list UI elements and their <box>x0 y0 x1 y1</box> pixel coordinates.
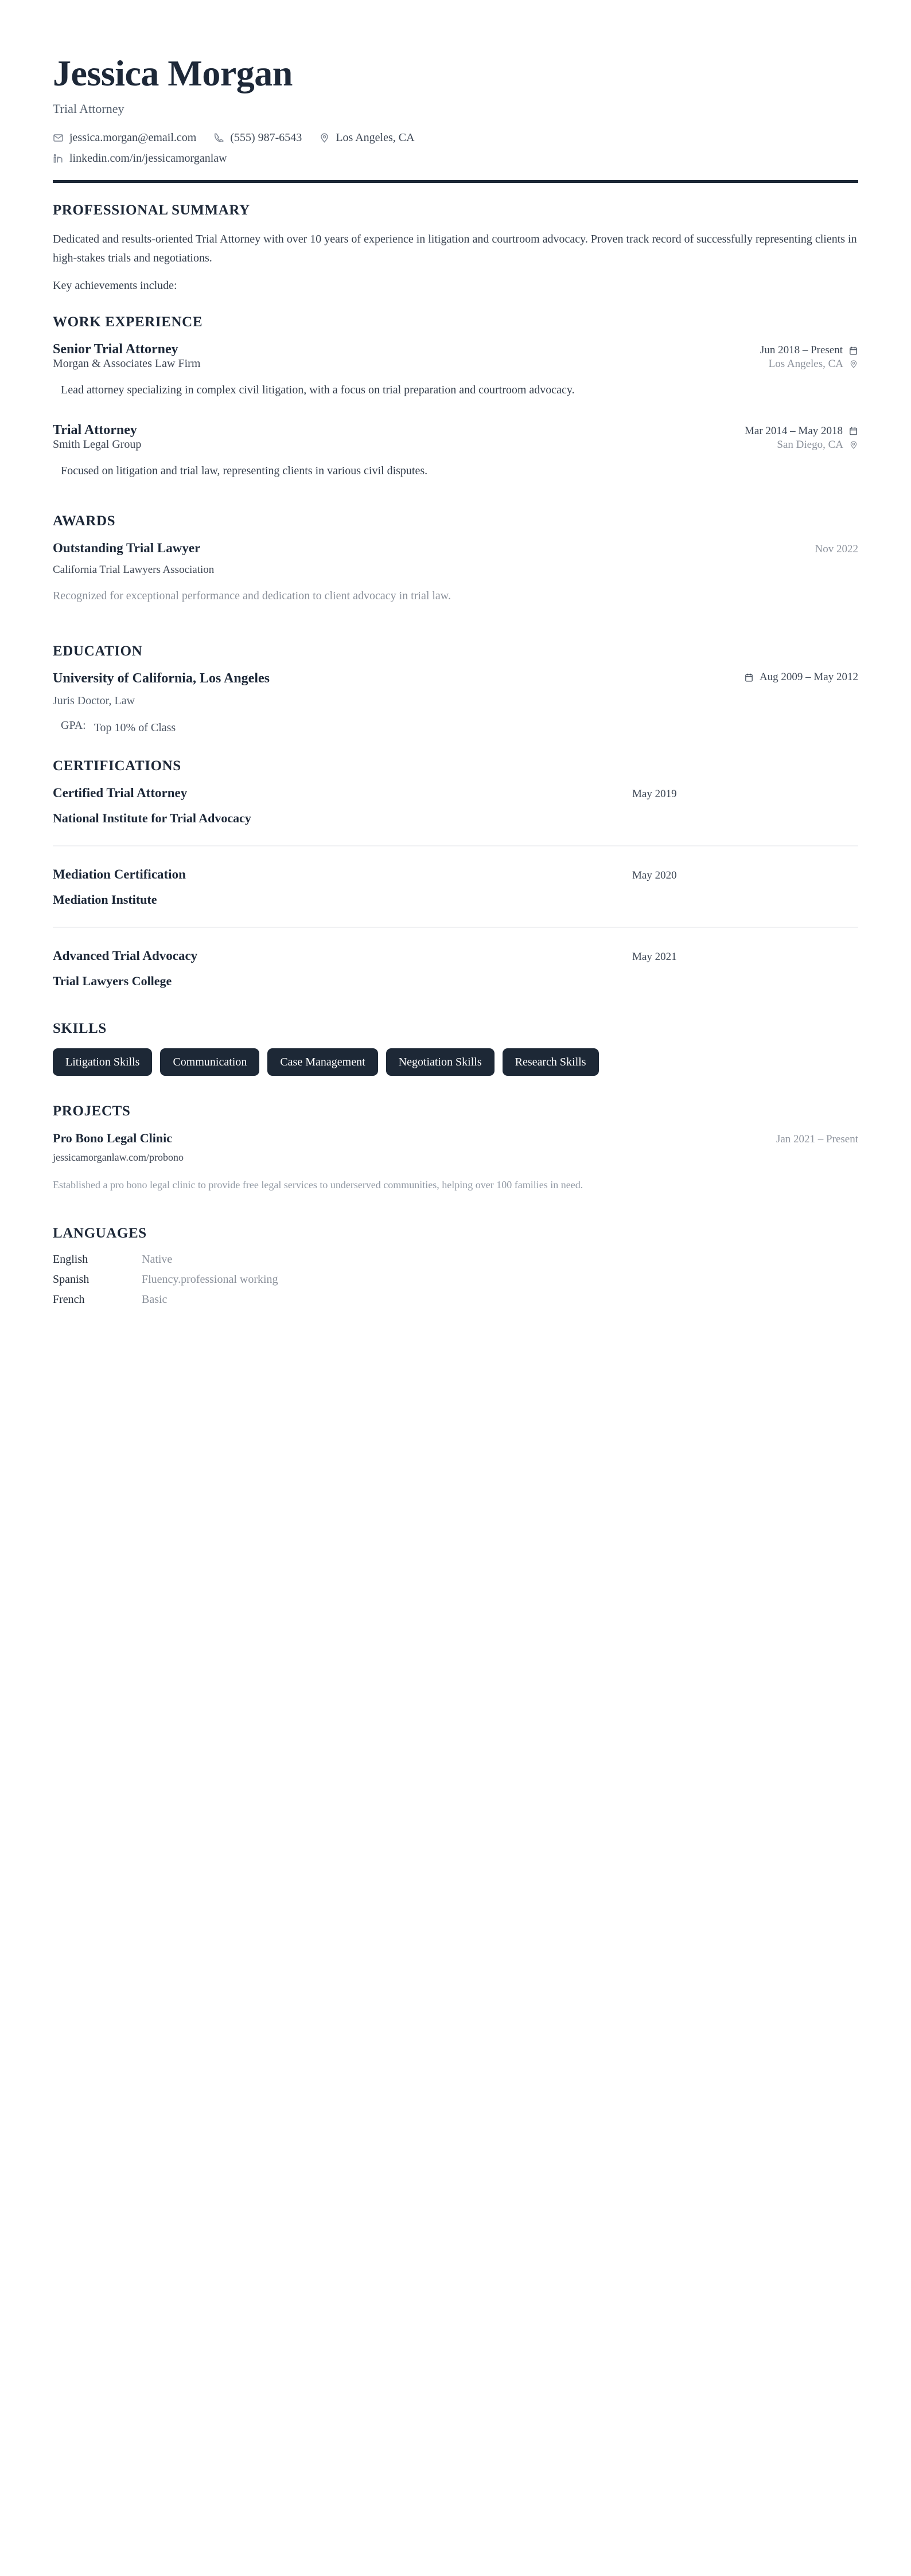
certification-head <box>53 786 858 801</box>
section-title-awards: AWARDS <box>53 513 116 529</box>
contact-phone[interactable] <box>213 131 302 145</box>
contact-phone-text: (555) 987-6543 <box>230 131 302 145</box>
certification-item <box>53 867 858 928</box>
contact-row-secondary <box>53 152 858 165</box>
experience-dates-text: Jun 2018 – Present <box>760 344 843 357</box>
section-projects <box>53 1103 858 1193</box>
language-level: Basic <box>142 1293 168 1306</box>
candidate-name: Jessica Morgan <box>53 53 293 93</box>
location-pin-icon <box>849 360 858 369</box>
certification-date: May 2021 <box>632 950 677 963</box>
section-work-experience <box>53 314 858 480</box>
project-item <box>53 1131 858 1193</box>
certification-name: Mediation Certification <box>53 867 186 881</box>
languages-list <box>53 1253 858 1306</box>
section-languages <box>53 1225 858 1306</box>
language-row <box>53 1273 858 1286</box>
contact-email-text: jessica.morgan@email.com <box>69 131 197 145</box>
experience-dates <box>745 425 858 438</box>
language-name: French <box>53 1293 85 1306</box>
candidate-headline: Trial Attorney <box>53 102 124 116</box>
award-date <box>815 543 858 556</box>
contact-linkedin-text: linkedin.com/in/jessicamorganlaw <box>69 152 227 165</box>
language-row <box>53 1253 858 1266</box>
section-certifications <box>53 758 858 989</box>
section-title-projects: PROJECTS <box>53 1103 131 1119</box>
contact-location <box>319 131 414 145</box>
section-professional-summary <box>53 202 858 295</box>
section-education <box>53 643 858 736</box>
education-dates-text: Aug 2009 – May 2012 <box>759 671 858 684</box>
certification-issuer: Trial Lawyers College <box>53 973 172 988</box>
language-row <box>53 1293 858 1306</box>
project-name: Pro Bono Legal Clinic <box>53 1130 172 1145</box>
certification-issuer: Mediation Institute <box>53 892 157 907</box>
experience-item <box>53 342 858 399</box>
project-name-line <box>53 1131 858 1146</box>
phone-icon <box>213 132 224 143</box>
summary-achievements-lead: Key achievements include: <box>53 279 177 292</box>
experience-company: Morgan & Associates Law Firm <box>53 357 201 370</box>
project-dates-text: Jan 2021 – Present <box>776 1133 858 1145</box>
resume-header <box>53 54 858 183</box>
certification-head <box>53 949 858 963</box>
contact-location-text: Los Angeles, CA <box>336 131 415 145</box>
certification-date: May 2020 <box>632 869 677 881</box>
experience-company: Smith Legal Group <box>53 438 142 451</box>
email-icon <box>53 132 64 143</box>
location-pin-icon <box>849 440 858 450</box>
certification-item <box>53 949 858 989</box>
skill-chip: Case Management <box>267 1048 377 1076</box>
certification-date: May 2019 <box>632 787 677 800</box>
experience-location <box>777 439 858 451</box>
experience-dates <box>760 344 858 357</box>
skill-chip: Communication <box>160 1048 259 1076</box>
project-link[interactable]: jessicamorganlaw.com/probono <box>53 1151 184 1163</box>
section-title-summary: PROFESSIONAL SUMMARY <box>53 202 250 218</box>
skill-chip: Negotiation Skills <box>386 1048 495 1076</box>
contact-linkedin[interactable] <box>53 152 227 165</box>
summary-paragraph: Dedicated and results-oriented Trial Attorney with over 10 years of experience in litigation and courtroom advocacy. Proven track record of successfully representing clients in high-stakes trials and negotiations. <box>53 233 857 264</box>
section-title-skills: SKILLS <box>53 1020 107 1036</box>
section-title-languages: LANGUAGES <box>53 1225 147 1241</box>
contact-email[interactable] <box>53 131 196 145</box>
award-name-line <box>53 541 858 556</box>
experience-role: Trial Attorney <box>53 422 137 438</box>
section-title-experience: WORK EXPERIENCE <box>53 314 203 330</box>
certification-issuer: National Institute for Trial Advocacy <box>53 810 251 825</box>
award-issuer: California Trial Lawyers Association <box>53 564 215 576</box>
experience-role-line <box>53 342 858 357</box>
language-name: Spanish <box>53 1273 89 1286</box>
award-name: Outstanding Trial Lawyer <box>53 541 201 556</box>
contact-info <box>53 131 858 165</box>
experience-description: Lead attorney specializing in complex civil litigation, with a focus on trial preparation and courtroom advocacy. <box>61 384 575 397</box>
skill-chip: Litigation Skills <box>53 1048 152 1076</box>
project-dates <box>776 1133 858 1146</box>
calendar-icon <box>744 673 754 682</box>
section-title-education: EDUCATION <box>53 643 143 659</box>
section-skills <box>53 1021 858 1076</box>
education-gpa <box>61 719 858 736</box>
award-date-text: Nov 2022 <box>815 543 858 556</box>
education-school-line <box>53 671 858 686</box>
calendar-icon <box>848 346 858 356</box>
skill-chip: Research Skills <box>503 1048 599 1076</box>
header-divider <box>53 180 858 183</box>
certification-item <box>53 786 858 846</box>
award-description: Recognized for exceptional performance and dedication to client advocacy in trial law. <box>53 590 451 603</box>
experience-role-line <box>53 423 858 438</box>
certification-name: Certified Trial Attorney <box>53 785 188 800</box>
experience-company-line <box>53 357 858 370</box>
experience-location-text: San Diego, CA <box>777 438 843 451</box>
section-awards <box>53 513 858 605</box>
project-description: Established a pro bono legal clinic to provide free legal services to underserved communities, helping over 100 families in need. <box>53 1178 583 1191</box>
award-item <box>53 541 858 605</box>
section-title-certifications: CERTIFICATIONS <box>53 758 181 774</box>
experience-company-line <box>53 438 858 451</box>
education-gpa-value: Top 10% of Class <box>94 721 176 734</box>
certification-head <box>53 867 858 882</box>
education-gpa-label: GPA: <box>61 719 86 732</box>
experience-description: Focused on litigation and trial law, representing clients in various civil disputes. <box>61 464 428 477</box>
language-name: English <box>53 1252 88 1266</box>
education-dates <box>744 671 858 684</box>
calendar-icon <box>848 426 858 436</box>
skills-list <box>53 1048 781 1076</box>
certification-name: Advanced Trial Advocacy <box>53 948 198 963</box>
language-level: Fluency.professional working <box>142 1273 278 1286</box>
experience-role: Senior Trial Attorney <box>53 342 178 357</box>
experience-location-text: Los Angeles, CA <box>768 358 843 370</box>
experience-location <box>769 358 858 370</box>
education-degree: Juris Doctor, Law <box>53 694 135 707</box>
linkedin-icon <box>53 153 64 164</box>
education-item <box>53 671 858 736</box>
experience-item <box>53 423 858 480</box>
location-pin-icon <box>319 132 330 143</box>
contact-row-primary <box>53 131 858 145</box>
experience-dates-text: Mar 2014 – May 2018 <box>745 424 843 437</box>
education-school: University of California, Los Angeles <box>53 670 270 686</box>
language-level: Native <box>142 1252 173 1266</box>
